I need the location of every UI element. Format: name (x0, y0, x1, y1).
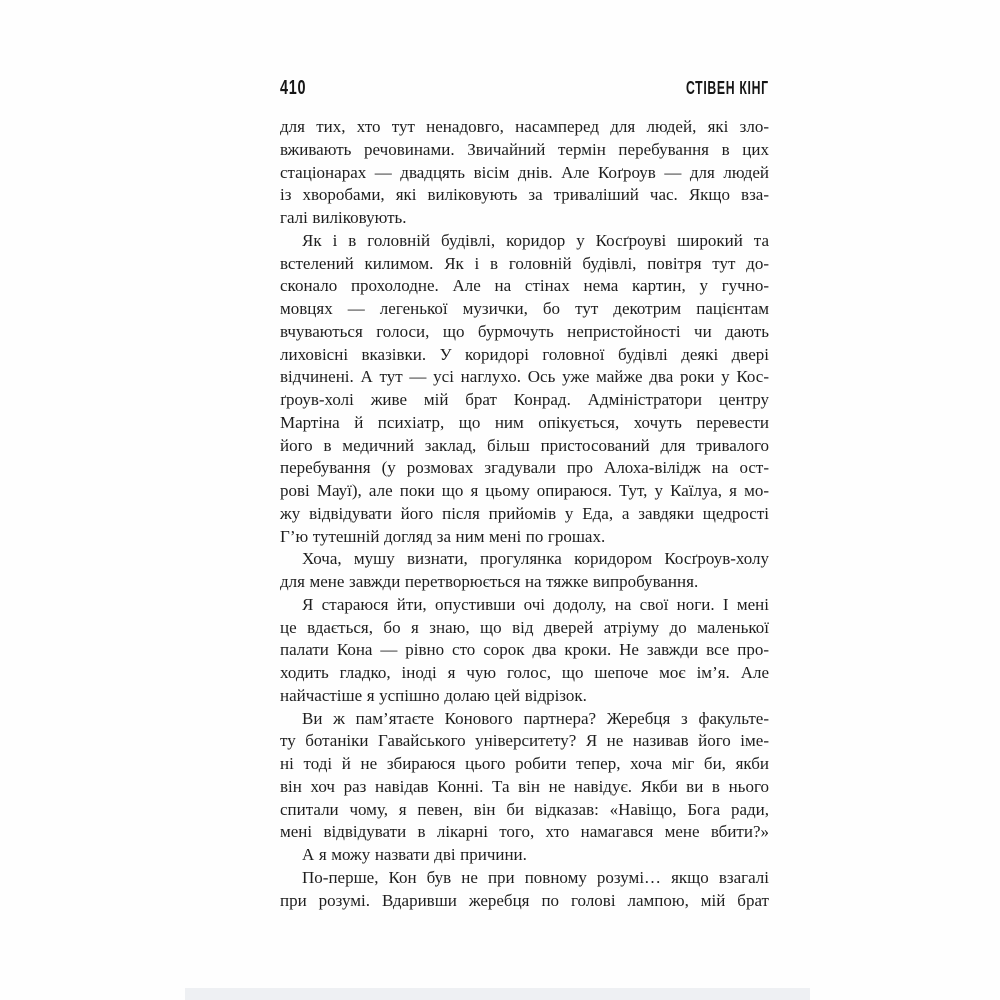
text-line: найчастіше я успішно долаю цей відрізок. (280, 685, 587, 705)
page-number: 410 (280, 77, 307, 99)
text-line: мені відвідувати в лікарні того, хто намагався мене вбити?» (280, 822, 769, 842)
text-line: перебування (у розмовах згадували про Алоха-вілідж на ост- (280, 458, 769, 478)
text-line: Хоча, мушу визнати, прогулянка коридором Косґроув-холу (302, 549, 769, 569)
scan-artifact-bottom (185, 988, 810, 1000)
text-line: А я можу назвати дві причини. (302, 845, 527, 864)
paragraph (280, 548, 769, 594)
text-line: палати Кона — рівно сто сорок два кроки. Не завжди все про- (280, 640, 769, 660)
text-line: вчуваються голоси, що бурмочуть непристойності чи дають (280, 321, 769, 341)
text-line: при розумі. Вдаривши жеребця по голові лампою, мій брат (280, 890, 769, 910)
text-line: ґроув-холі живе мій брат Конрад. Адміністратори центру (280, 390, 769, 409)
text-line: вживають речовинами. Звичайний термін перебування в цих (280, 139, 769, 159)
text-line: це вдається, бо я знаю, що від дверей атріуму до маленької (280, 617, 769, 637)
text-line: галі виліковують. (280, 208, 407, 227)
text-line: відчинені. А тут — усі наглухо. Ось уже майже два роки у Кос- (280, 367, 769, 387)
text-line: ту ботаніки Гавайського університету? Я не називав його іме- (280, 731, 769, 751)
paragraph (280, 230, 769, 549)
text-line: сконало прохолодне. Але на стінах нема картин, у гучно- (280, 276, 769, 296)
text-line: Г’ю тутешній догляд за ним мені по грошах. (280, 526, 606, 546)
running-title: СТІВЕН КІНГ (686, 78, 769, 98)
paragraph (280, 844, 769, 867)
text-line: Мартіна й психіатр, що ним опікується, хочуть перевести (280, 412, 769, 432)
text-line: Я стараюся йти, опустивши очі додолу, на свої ноги. І мені (302, 594, 769, 614)
text-line: із хворобами, які виліковують за триваліший час. Якщо вза- (280, 185, 769, 205)
text-line: мовцях — легенької музички, бо тут декотрим пацієнтам (280, 299, 769, 318)
text-line: Ви ж пам’ятаєте Конового партнера? Жеребця з факульте- (302, 708, 769, 728)
paragraph (280, 867, 769, 913)
text-line: для тих, хто тут ненадовго, насамперед для людей, які зло- (280, 117, 769, 136)
text-line: стаціонарах — двадцять вісім днів. Але Коґроув — для людей (280, 162, 769, 182)
text-line: ні тоді й не збираюся цього робити тепер, хоча міг би, якби (280, 754, 769, 773)
text-line: для мене завжди перетворюється на тяжке випробування. (280, 572, 699, 591)
text-line: ходить гладко, іноді я чую голос, що шепоче моє ім’я. Але (280, 663, 769, 682)
text-line: він хоч раз навідав Конні. Та він не навідує. Якби ви в нього (280, 776, 769, 796)
text-line: Як і в головній будівлі, коридор у Косґроуві широкий та (302, 230, 769, 250)
text-line: спитали чому, я певен, він би відказав: «Навіщо, Бога ради, (280, 799, 769, 819)
text-line: По-перше, Кон був не при повному розумі… якщо взагалі (302, 867, 769, 887)
text-line: лиховісні вказівки. У коридорі головної будівлі деякі двері (280, 344, 769, 364)
text-line: жу відвідувати його після прийомів у Еда, а завдяки щедрості (280, 503, 769, 523)
text-line: його в медичний заклад, більш пристосований для тривалого (280, 435, 769, 455)
text-line: рові Мауї), але поки що я цьому опираюся. Тут, у Каїлуа, я мо- (280, 481, 769, 500)
text-line: встелений килимом. Як і в головній будівлі, повітря тут до- (280, 253, 769, 273)
paragraph (280, 116, 769, 230)
paragraph (280, 594, 769, 708)
running-header (280, 77, 769, 97)
paragraph (280, 708, 769, 845)
body-text (280, 116, 769, 912)
